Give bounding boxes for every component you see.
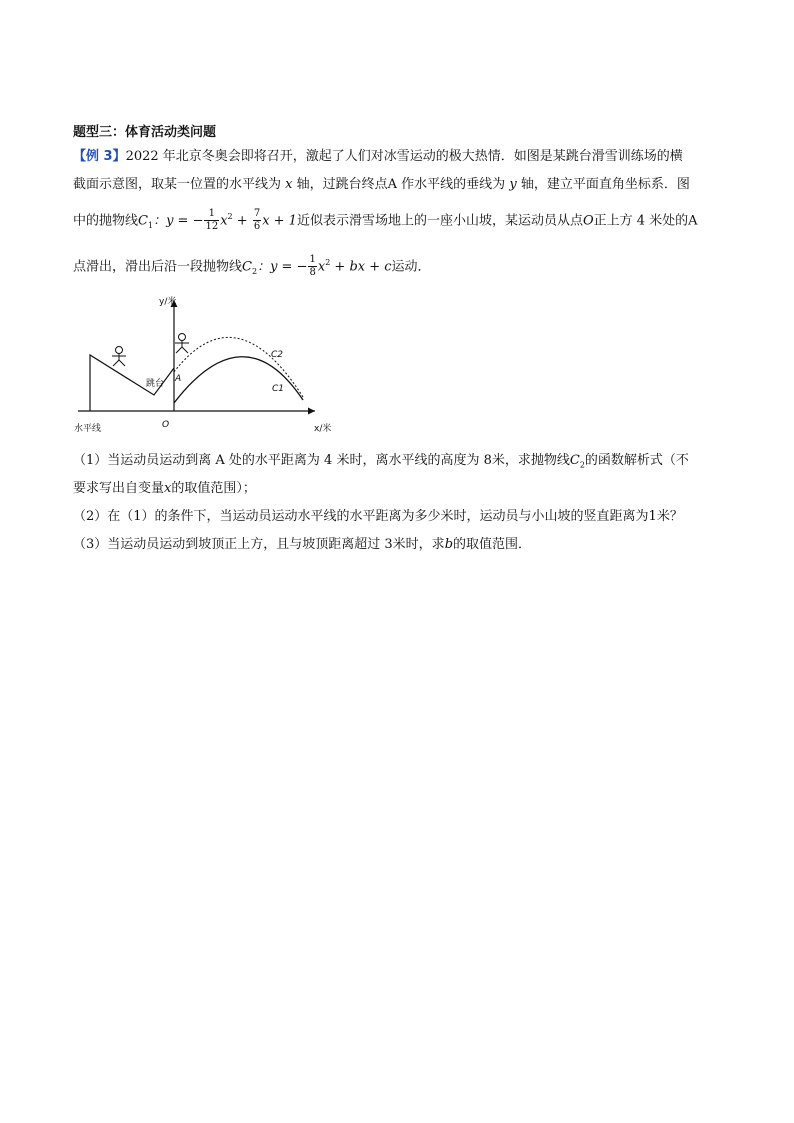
parabola-c1-symbol: C bbox=[138, 213, 148, 229]
parabola-c2-symbol: C bbox=[242, 259, 252, 275]
frac-den: 8 bbox=[309, 267, 316, 279]
var-x: x bbox=[285, 177, 293, 192]
c1-eq-start: ：y = − bbox=[153, 213, 204, 229]
parabola-c2-sub: 2 bbox=[251, 266, 258, 276]
point-o: O bbox=[582, 213, 594, 229]
curve-c1 bbox=[174, 357, 303, 403]
example-text-3a: 中的抛物线 bbox=[73, 213, 139, 229]
frac-den: 6 bbox=[253, 221, 261, 233]
x-axis-label: x/米 bbox=[314, 424, 332, 434]
platform-label: 跳台 bbox=[146, 379, 165, 389]
example-text-4b: 运动． bbox=[391, 259, 431, 275]
c2-square: 2 bbox=[325, 258, 331, 267]
var-y: y bbox=[509, 177, 517, 192]
curve-c1-label: C1 bbox=[272, 384, 285, 394]
question-1-line-1 bbox=[73, 451, 689, 476]
frac-num: 1 bbox=[204, 208, 219, 221]
section-title: 题型三：体育活动类问题 bbox=[73, 125, 217, 140]
q1-c2-sub: 2 bbox=[579, 460, 585, 470]
c1-linear: x + 1 bbox=[262, 213, 297, 229]
point-a-label: A bbox=[175, 374, 182, 384]
question-3 bbox=[73, 535, 531, 555]
q1-text-d: 的取值范围）； bbox=[171, 481, 256, 496]
q3-text-b: 的取值范围． bbox=[453, 537, 532, 552]
y-axis-label: y/米 bbox=[159, 297, 177, 307]
q3-var-b: b bbox=[444, 537, 454, 552]
c1-x: x bbox=[220, 213, 228, 229]
example-text-2a: 截面示意图，取某一位置的水平线为 bbox=[73, 177, 282, 192]
q1-text-a: （1）当运动员运动到离 A 处的水平距离为 4 米时，离水平线的高度为 8米，求抛物线 bbox=[73, 453, 570, 468]
question-2: （2）在（1）的条件下，当运动员运动水平线的水平距离为多少米时，运动员与小山坡的竖直距离为1米？ bbox=[73, 509, 683, 524]
q3-text-a: （3）当运动员运动到坡顶正上方，且与坡顶距离超过 3米时，求 bbox=[73, 537, 445, 552]
q1-c2-symbol: C bbox=[569, 453, 580, 468]
curve-c2-label: C2 bbox=[271, 350, 284, 360]
q1-text-b: 的函数解析式（不 bbox=[584, 453, 689, 468]
frac-num: 7 bbox=[253, 208, 261, 220]
example-text-4a: 点滑出，滑出后沿一段抛物线 bbox=[73, 259, 243, 275]
example-text-2c: 轴，建立平面直角坐标系．图 bbox=[520, 177, 690, 192]
example-text-2b: 轴，过跳台终点A 作水平线的垂线为 bbox=[296, 177, 506, 192]
c2-eq-start: ：y = − bbox=[257, 259, 308, 275]
example-text-3b: 近似表示滑雪场地上的一座小山坡，某运动员从点 bbox=[296, 213, 583, 229]
skier-figure-top bbox=[175, 334, 189, 354]
example-text-3c: 正上方 4 米处的A bbox=[593, 213, 698, 229]
skier-figure-left bbox=[112, 347, 126, 367]
q1-var-x: x bbox=[164, 481, 172, 496]
horizon-label: 水平线 bbox=[74, 424, 102, 434]
frac-num: 1 bbox=[309, 254, 316, 266]
example-tag: 【例 3】 bbox=[73, 149, 126, 164]
frac-den: 12 bbox=[205, 221, 219, 233]
c1-plus: + bbox=[232, 213, 252, 229]
c2-x: x bbox=[317, 259, 326, 275]
q1-text-c: 要求写出自变量 bbox=[73, 481, 165, 496]
parabola-c1-sub: 1 bbox=[147, 220, 154, 230]
origin-label: O bbox=[162, 420, 170, 430]
c2-rest: + bx + c bbox=[330, 259, 392, 275]
c1-square: 2 bbox=[227, 212, 233, 221]
example-text-1: 2022 年北京冬奥会即将召开，激起了人们对冰雪运动的极大热情．如图是某跳台滑雪训练场的横 bbox=[125, 149, 683, 164]
question-1-line-2 bbox=[73, 479, 256, 499]
